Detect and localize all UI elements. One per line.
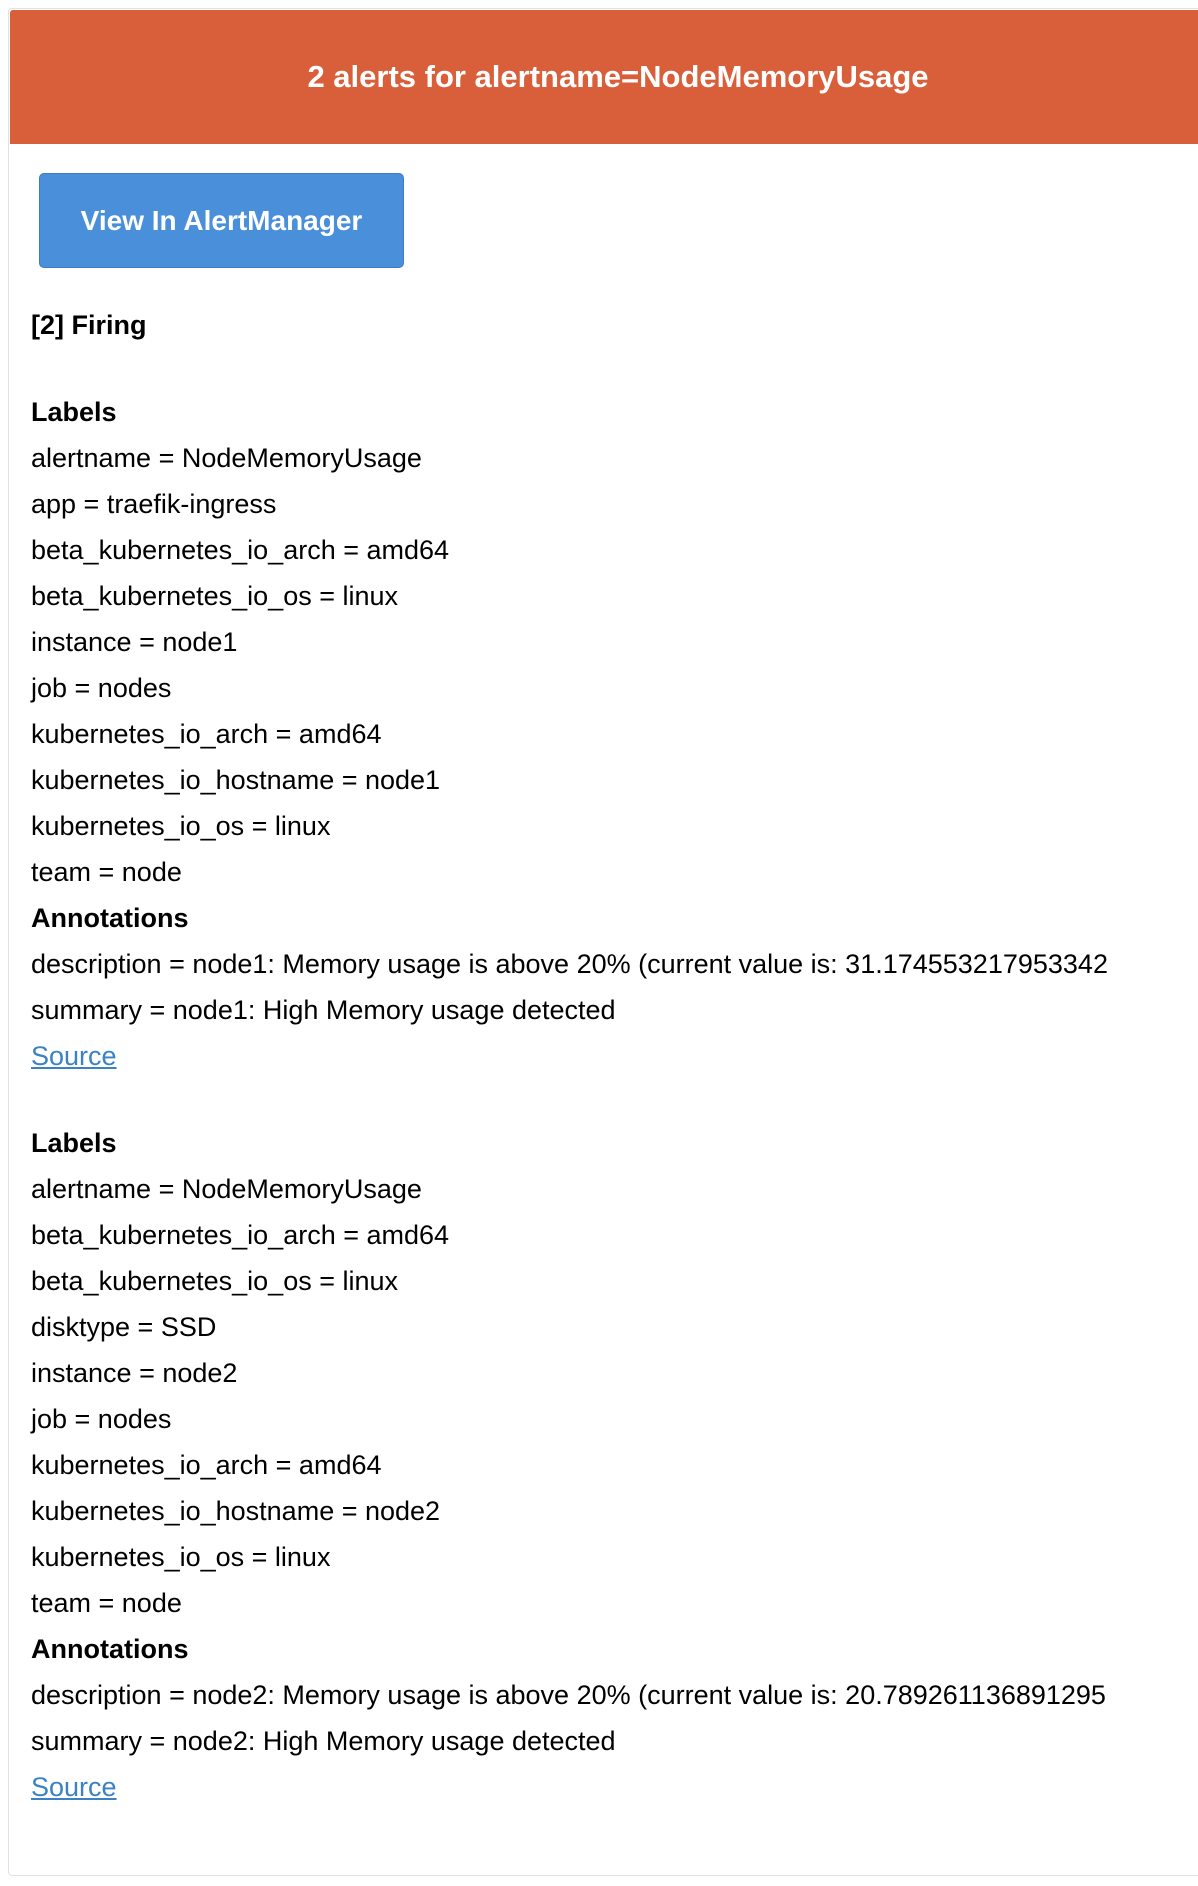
label-row: kubernetes_io_os = linux: [31, 811, 331, 841]
alert-entry-1: [31, 389, 1191, 1079]
annotations-heading: Annotations: [31, 903, 189, 933]
label-row: alertname = NodeMemoryUsage: [31, 1174, 422, 1204]
label-row: disktype = SSD: [31, 1312, 217, 1342]
annotation-row: description = node2: Memory usage is above 20% (current value is: 20.789261136891295: [31, 1680, 1106, 1710]
label-row: beta_kubernetes_io_os = linux: [31, 1266, 399, 1296]
label-row: instance = node2: [31, 1358, 238, 1388]
label-row: instance = node1: [31, 627, 238, 657]
view-in-alertmanager-button[interactable]: View In AlertManager: [39, 173, 404, 268]
label-row: beta_kubernetes_io_os = linux: [31, 581, 399, 611]
label-row: kubernetes_io_hostname = node1: [31, 765, 441, 795]
label-row: team = node: [31, 857, 182, 887]
annotation-row: summary = node1: High Memory usage detected: [31, 995, 616, 1025]
label-row: beta_kubernetes_io_arch = amd64: [31, 535, 450, 565]
annotation-row: description = node1: Memory usage is above 20% (current value is: 31.174553217953342: [31, 949, 1108, 979]
label-row: beta_kubernetes_io_arch = amd64: [31, 1220, 450, 1250]
label-row: kubernetes_io_arch = amd64: [31, 1450, 382, 1480]
annotations-heading: Annotations: [31, 1634, 189, 1664]
label-row: kubernetes_io_hostname = node2: [31, 1496, 441, 1526]
label-row: job = nodes: [31, 673, 172, 703]
label-row: job = nodes: [31, 1404, 172, 1434]
firing-status: [2] Firing: [31, 310, 147, 340]
label-row: kubernetes_io_os = linux: [31, 1542, 331, 1572]
label-row: app = traefik-ingress: [31, 489, 277, 519]
alert-entry-2: [31, 1120, 1191, 1810]
label-row: alertname = NodeMemoryUsage: [31, 443, 422, 473]
label-row: kubernetes_io_arch = amd64: [31, 719, 382, 749]
label-row: team = node: [31, 1588, 182, 1618]
alert-content: [31, 302, 1191, 1810]
labels-heading: Labels: [31, 1128, 117, 1158]
source-link[interactable]: Source: [31, 1041, 117, 1071]
source-link[interactable]: Source: [31, 1772, 117, 1802]
alert-header: [10, 10, 1198, 144]
alert-header-title: 2 alerts for alertname=NodeMemoryUsage: [307, 59, 929, 94]
labels-heading: Labels: [31, 397, 117, 427]
annotation-row: summary = node2: High Memory usage detected: [31, 1726, 616, 1756]
